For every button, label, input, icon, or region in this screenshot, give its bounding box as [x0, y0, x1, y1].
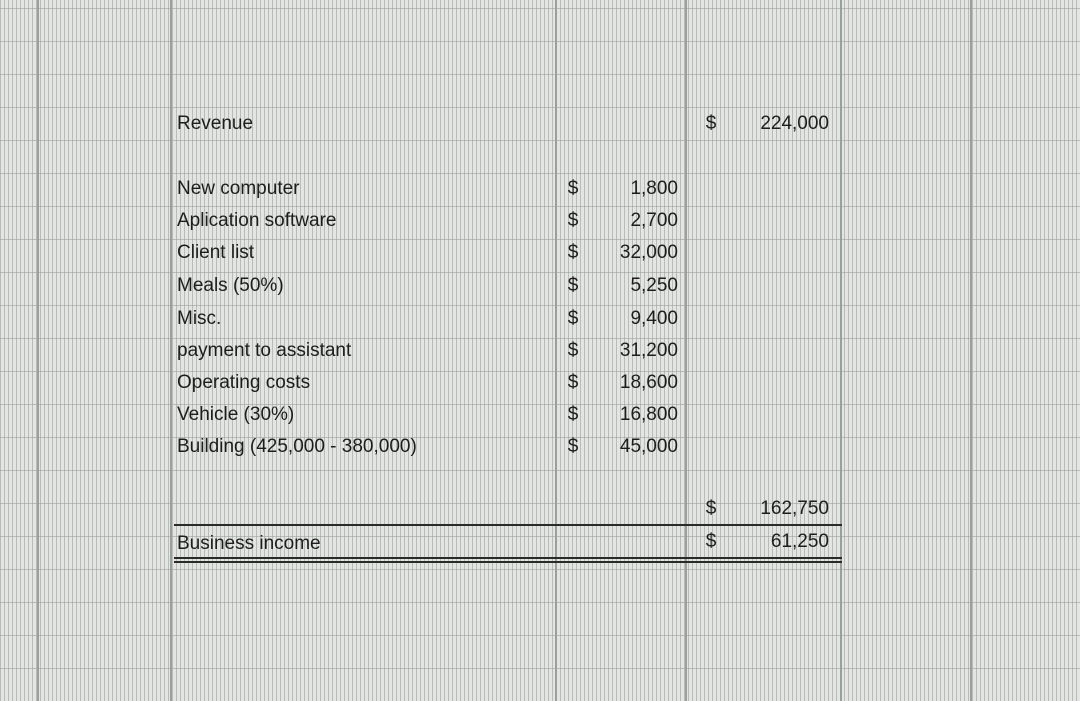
expense-label[interactable]: payment to assistant [177, 340, 352, 361]
expense-currency[interactable]: $ [567, 372, 579, 393]
column-divider [840, 0, 842, 701]
expense-amount[interactable]: 18,600 [619, 372, 678, 393]
column-divider [685, 0, 687, 701]
business-income-amount[interactable]: 61,250 [770, 531, 829, 552]
revenue-currency[interactable]: $ [705, 113, 717, 134]
double-underline-top [174, 557, 842, 559]
total-expenses-amount[interactable]: 162,750 [760, 498, 829, 519]
expense-amount[interactable]: 32,000 [619, 242, 678, 263]
expense-label[interactable]: New computer [177, 178, 300, 199]
expense-currency[interactable]: $ [567, 436, 579, 457]
expense-amount[interactable]: 5,250 [630, 275, 678, 296]
expense-label[interactable]: Aplication software [177, 210, 337, 231]
expense-label[interactable]: Vehicle (30%) [177, 404, 295, 425]
expense-label[interactable]: Misc. [177, 308, 222, 329]
column-divider [555, 0, 557, 701]
business-income-currency[interactable]: $ [705, 531, 717, 552]
column-divider [170, 0, 172, 701]
double-underline-bottom [174, 561, 842, 563]
expense-amount[interactable]: 45,000 [619, 436, 678, 457]
expense-currency[interactable]: $ [567, 178, 579, 199]
expense-label[interactable]: Operating costs [177, 372, 311, 393]
revenue-amount[interactable]: 224,000 [760, 113, 829, 134]
column-divider [37, 0, 39, 701]
column-divider [970, 0, 972, 701]
expense-label[interactable]: Building (425,000 - 380,000) [177, 436, 417, 457]
expense-amount[interactable]: 1,800 [630, 178, 678, 199]
top-border-line [174, 524, 842, 526]
expense-amount[interactable]: 9,400 [630, 308, 678, 329]
expense-currency[interactable]: $ [567, 404, 579, 425]
expense-currency[interactable]: $ [567, 242, 579, 263]
expense-currency[interactable]: $ [567, 308, 579, 329]
expense-currency[interactable]: $ [567, 275, 579, 296]
revenue-label[interactable]: Revenue [177, 113, 254, 134]
expense-currency[interactable]: $ [567, 340, 579, 361]
expense-label[interactable]: Meals (50%) [177, 275, 284, 296]
expense-amount[interactable]: 31,200 [619, 340, 678, 361]
expense-label[interactable]: Client list [177, 242, 255, 263]
expense-amount[interactable]: 2,700 [630, 210, 678, 231]
expense-currency[interactable]: $ [567, 210, 579, 231]
expense-amount[interactable]: 16,800 [619, 404, 678, 425]
total-expenses-currency[interactable]: $ [705, 498, 717, 519]
business-income-label[interactable]: Business income [177, 533, 321, 554]
